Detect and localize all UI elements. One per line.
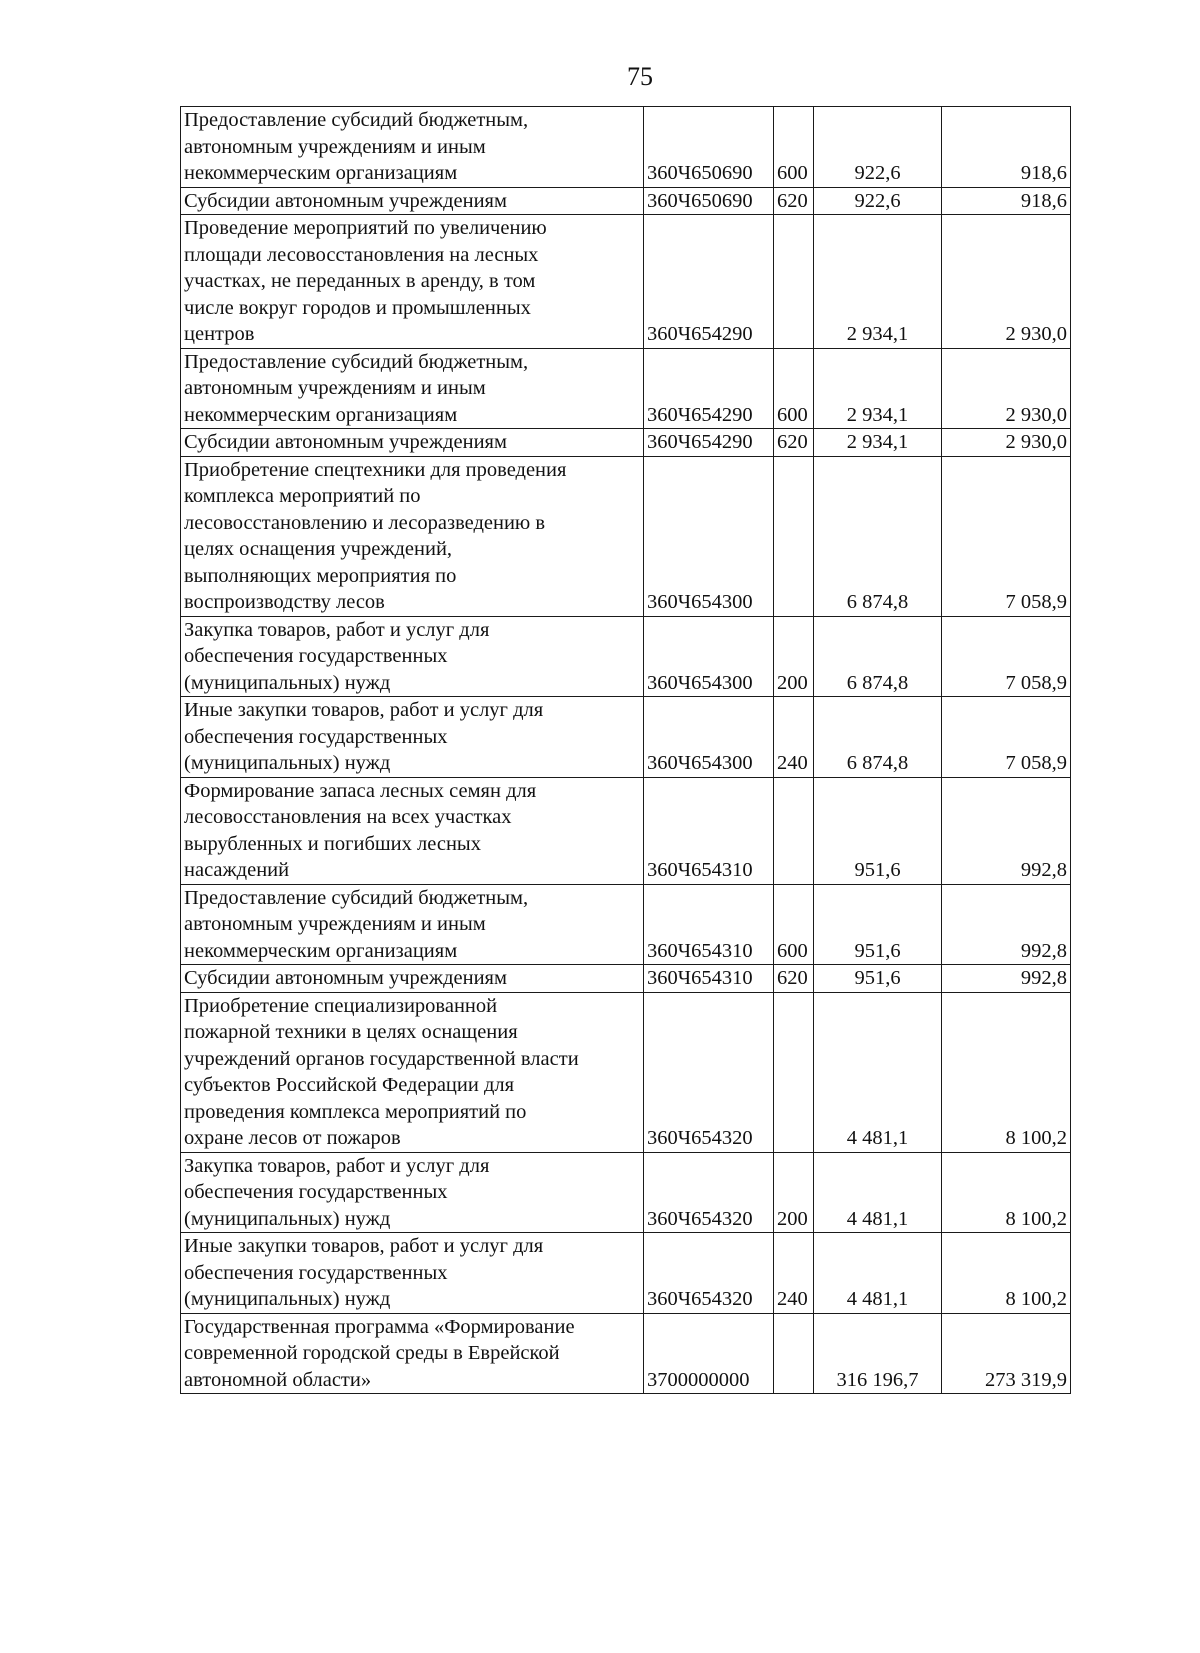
table-row — [181, 777, 1071, 884]
row-name-line: Предоставление субсидий бюджетным, — [184, 350, 529, 373]
budget-table-body — [181, 107, 1071, 1394]
row-code-cell: 360Ч650690 — [644, 107, 774, 188]
table-row — [181, 107, 1071, 188]
row-type-cell — [774, 777, 814, 884]
row-name-cell — [181, 456, 644, 616]
row-code-cell: 3700000000 — [644, 1313, 774, 1394]
row-name-line: обеспечения государственных — [184, 1261, 448, 1284]
table-row — [181, 697, 1071, 778]
row-name-line: некоммерческим организациям — [184, 162, 458, 184]
row-value-2-cell: 7 058,9 — [942, 616, 1071, 697]
row-name-line: обеспечения государственных — [184, 1181, 448, 1203]
row-name-line: лесовосстановлению и лесоразведению в — [184, 511, 546, 534]
row-name-line: автономным учреждениям и иным — [184, 135, 486, 158]
row-name-cell — [181, 992, 644, 1152]
row-code-cell: 360Ч654310 — [644, 777, 774, 884]
row-name-line: Приобретение специализированной — [184, 994, 498, 1017]
row-value-1-cell: 922,6 — [814, 187, 942, 215]
row-name-line: целях оснащения учреждений, — [184, 538, 453, 560]
row-value-2-cell: 8 100,2 — [942, 1152, 1071, 1233]
row-value-1-cell: 4 481,1 — [814, 1152, 942, 1233]
row-type-cell: 200 — [774, 1152, 814, 1233]
row-value-1-cell: 316 196,7 — [814, 1313, 942, 1394]
row-name-line: числе вокруг городов и промышленных — [184, 296, 531, 319]
row-code-cell: 360Ч654320 — [644, 1233, 774, 1314]
row-value-2-cell: 992,8 — [942, 884, 1071, 965]
row-type-cell: 600 — [774, 348, 814, 429]
row-value-1-cell: 4 481,1 — [814, 992, 942, 1152]
row-name-line: (муниципальных) нужд — [184, 1288, 391, 1310]
row-code-cell: 360Ч654320 — [644, 1152, 774, 1233]
row-name-line: автономным учреждениям и иным — [184, 913, 486, 935]
row-type-cell: 620 — [774, 965, 814, 993]
row-type-cell: 240 — [774, 697, 814, 778]
row-type-cell — [774, 992, 814, 1152]
row-value-2-cell: 992,8 — [942, 965, 1071, 993]
budget-table — [180, 106, 1071, 1394]
row-name-line: (муниципальных) нужд — [184, 1207, 391, 1230]
row-name-line: Субсидии автономным учреждениям — [184, 189, 507, 212]
row-name-line: Государственная программа «Формирование — [184, 1315, 575, 1338]
row-value-1-cell: 951,6 — [814, 965, 942, 993]
row-type-cell: 620 — [774, 187, 814, 215]
row-name-line: Приобретение спецтехники для проведения — [184, 458, 567, 481]
row-name-line: Предоставление субсидий бюджетным, — [184, 886, 529, 909]
table-row — [181, 1233, 1071, 1314]
row-value-2-cell: 918,6 — [942, 187, 1071, 215]
row-name-line: центров — [184, 323, 255, 345]
row-value-1-cell: 6 874,8 — [814, 616, 942, 697]
row-type-cell — [774, 456, 814, 616]
row-name-line: лесовосстановления на всех участках — [184, 806, 512, 828]
row-name-line: обеспечения государственных — [184, 725, 448, 748]
row-value-1-cell: 2 934,1 — [814, 348, 942, 429]
row-name-line: насаждений — [184, 859, 290, 881]
row-name-cell — [181, 616, 644, 697]
row-type-cell: 600 — [774, 107, 814, 188]
row-code-cell: 360Ч654320 — [644, 992, 774, 1152]
row-name-line: учреждений органов государственной власти — [184, 1047, 579, 1070]
row-value-1-cell: 922,6 — [814, 107, 942, 188]
row-type-cell: 620 — [774, 429, 814, 457]
row-name-line: вырубленных и погибших лесных — [184, 832, 481, 855]
row-value-1-cell: 951,6 — [814, 777, 942, 884]
row-code-cell: 360Ч654290 — [644, 215, 774, 349]
row-name-cell — [181, 348, 644, 429]
row-name-line: проведения комплекса мероприятий по — [184, 1100, 527, 1123]
row-name-line: (муниципальных) нужд — [184, 752, 391, 774]
row-value-2-cell: 2 930,0 — [942, 429, 1071, 457]
table-row — [181, 1152, 1071, 1233]
row-name-line: Субсидии автономным учреждениям — [184, 431, 507, 453]
row-value-2-cell: 8 100,2 — [942, 992, 1071, 1152]
row-name-cell — [181, 215, 644, 349]
row-name-line: Закупка товаров, работ и услуг для — [184, 618, 490, 641]
table-row — [181, 1313, 1071, 1394]
row-name-cell — [181, 187, 644, 215]
row-name-cell — [181, 429, 644, 457]
page-number: 75 — [627, 62, 653, 91]
row-value-1-cell: 6 874,8 — [814, 697, 942, 778]
row-name-line: комплекса мероприятий по — [184, 485, 421, 507]
row-code-cell: 360Ч654300 — [644, 616, 774, 697]
row-type-cell: 240 — [774, 1233, 814, 1314]
row-code-cell: 360Ч654290 — [644, 348, 774, 429]
table-row — [181, 456, 1071, 616]
row-name-line: некоммерческим организациям — [184, 939, 458, 962]
table-row — [181, 884, 1071, 965]
table-row — [181, 992, 1071, 1152]
row-name-line: Иные закупки товаров, работ и услуг для — [184, 699, 544, 721]
row-name-line: автономной области» — [184, 1368, 372, 1391]
row-code-cell: 360Ч654290 — [644, 429, 774, 457]
row-name-line: площади лесовосстановления на лесных — [184, 243, 539, 266]
row-name-cell — [181, 697, 644, 778]
row-code-cell: 360Ч654310 — [644, 965, 774, 993]
row-name-cell — [181, 777, 644, 884]
row-name-line: субъектов Российской Федерации для — [184, 1074, 515, 1096]
row-name-line: воспроизводству лесов — [184, 591, 385, 613]
row-type-cell: 600 — [774, 884, 814, 965]
row-value-2-cell: 2 930,0 — [942, 215, 1071, 349]
row-name-line: пожарной техники в целях оснащения — [184, 1021, 518, 1043]
table-row — [181, 215, 1071, 349]
table-row — [181, 348, 1071, 429]
row-name-line: участках, не переданных в аренду, в том — [184, 270, 536, 292]
row-name-cell — [181, 1233, 644, 1314]
row-name-line: (муниципальных) нужд — [184, 671, 391, 694]
row-name-cell — [181, 1313, 644, 1394]
row-value-2-cell: 273 319,9 — [942, 1313, 1071, 1394]
row-name-line: охране лесов от пожаров — [184, 1127, 401, 1149]
row-name-cell — [181, 107, 644, 188]
table-row — [181, 187, 1071, 215]
row-value-2-cell: 918,6 — [942, 107, 1071, 188]
table-row — [181, 965, 1071, 993]
row-name-cell — [181, 884, 644, 965]
row-name-line: выполняющих мероприятия по — [184, 564, 457, 587]
row-name-line: Формирование запаса лесных семян для — [184, 779, 537, 802]
row-name-line: автономным учреждениям и иным — [184, 377, 486, 399]
row-value-2-cell: 7 058,9 — [942, 697, 1071, 778]
row-code-cell: 360Ч654300 — [644, 697, 774, 778]
row-value-1-cell: 4 481,1 — [814, 1233, 942, 1314]
row-name-cell — [181, 965, 644, 993]
row-value-1-cell: 951,6 — [814, 884, 942, 965]
row-name-line: Закупка товаров, работ и услуг для — [184, 1154, 490, 1177]
row-code-cell: 360Ч654310 — [644, 884, 774, 965]
row-value-2-cell: 8 100,2 — [942, 1233, 1071, 1314]
row-name-line: Предоставление субсидий бюджетным, — [184, 109, 529, 131]
row-name-line: обеспечения государственных — [184, 645, 448, 667]
row-type-cell — [774, 1313, 814, 1394]
row-value-2-cell: 992,8 — [942, 777, 1071, 884]
table-row — [181, 616, 1071, 697]
row-value-2-cell: 2 930,0 — [942, 348, 1071, 429]
row-value-2-cell: 7 058,9 — [942, 456, 1071, 616]
row-value-1-cell: 2 934,1 — [814, 215, 942, 349]
row-name-line: современной городской среды в Еврейской — [184, 1342, 560, 1364]
row-name-line: некоммерческим организациям — [184, 403, 458, 426]
row-value-1-cell: 2 934,1 — [814, 429, 942, 457]
row-name-line: Иные закупки товаров, работ и услуг для — [184, 1235, 544, 1257]
row-value-1-cell: 6 874,8 — [814, 456, 942, 616]
row-type-cell: 200 — [774, 616, 814, 697]
row-name-line: Проведение мероприятий по увеличению — [184, 217, 547, 239]
row-name-line: Субсидии автономным учреждениям — [184, 967, 507, 989]
table-row — [181, 429, 1071, 457]
row-code-cell: 360Ч654300 — [644, 456, 774, 616]
row-code-cell: 360Ч650690 — [644, 187, 774, 215]
row-type-cell — [774, 215, 814, 349]
row-name-cell — [181, 1152, 644, 1233]
